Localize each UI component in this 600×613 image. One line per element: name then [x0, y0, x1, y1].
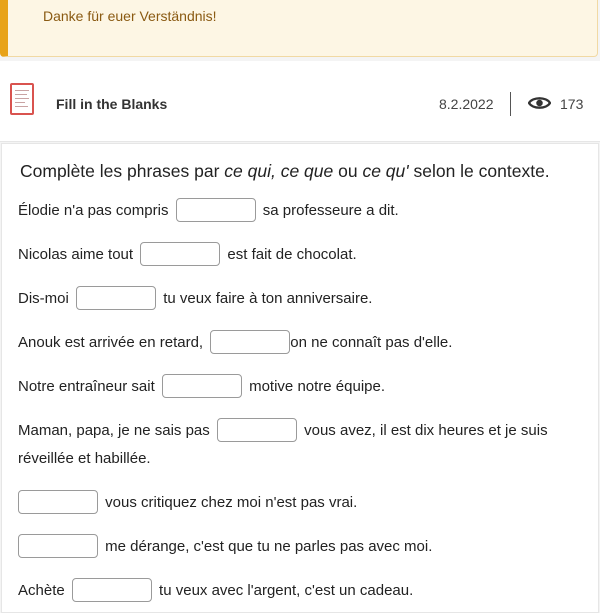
question-6: Maman, papa, je ne sais pas vous avez, il est dix heures et je suis réveillée et habillée. — [18, 417, 583, 473]
question-3: Dis-moi tu veux faire à ton anniversaire. — [18, 285, 372, 313]
blank-input-3[interactable] — [76, 286, 156, 310]
exercise-title[interactable]: Fill in the Blanks — [56, 96, 168, 112]
publish-date: 8.2.2022 — [439, 96, 494, 112]
blank-input-2[interactable] — [140, 242, 220, 266]
blank-input-4[interactable] — [210, 330, 290, 354]
question-2: Nicolas aime tout est fait de chocolat. — [18, 241, 357, 269]
blank-input-9[interactable] — [72, 578, 152, 602]
notice-text: Danke für euer Verständnis! — [43, 8, 217, 24]
blank-input-5[interactable] — [162, 374, 242, 398]
question-9: Achète tu veux avec l'argent, c'est un cadeau. — [18, 577, 413, 605]
blank-input-1[interactable] — [176, 198, 256, 222]
question-1: Élodie n'a pas compris sa professeure a dit. — [18, 197, 399, 225]
blank-input-6[interactable] — [217, 418, 297, 442]
blank-input-8[interactable] — [18, 534, 98, 558]
question-7: vous critiquez chez moi n'est pas vrai. — [18, 489, 357, 517]
exercise-meta-bar — [0, 61, 600, 142]
instruction: Complète les phrases par ce qui, ce que ou ce qu' selon le contexte. — [20, 161, 550, 181]
meta-divider — [510, 92, 511, 116]
question-5: Notre entraîneur sait motive notre équipe. — [18, 373, 385, 401]
question-8: me dérange, c'est que tu ne parles pas avec moi. — [18, 533, 432, 561]
view-count: 173 — [560, 96, 584, 112]
eye-icon — [528, 95, 551, 111]
document-icon — [10, 83, 34, 115]
question-4: Anouk est arrivée en retard, on ne connaît pas d'elle. — [18, 329, 452, 357]
blank-input-7[interactable] — [18, 490, 98, 514]
notice-banner — [0, 0, 598, 57]
exercise-card — [1, 143, 599, 613]
